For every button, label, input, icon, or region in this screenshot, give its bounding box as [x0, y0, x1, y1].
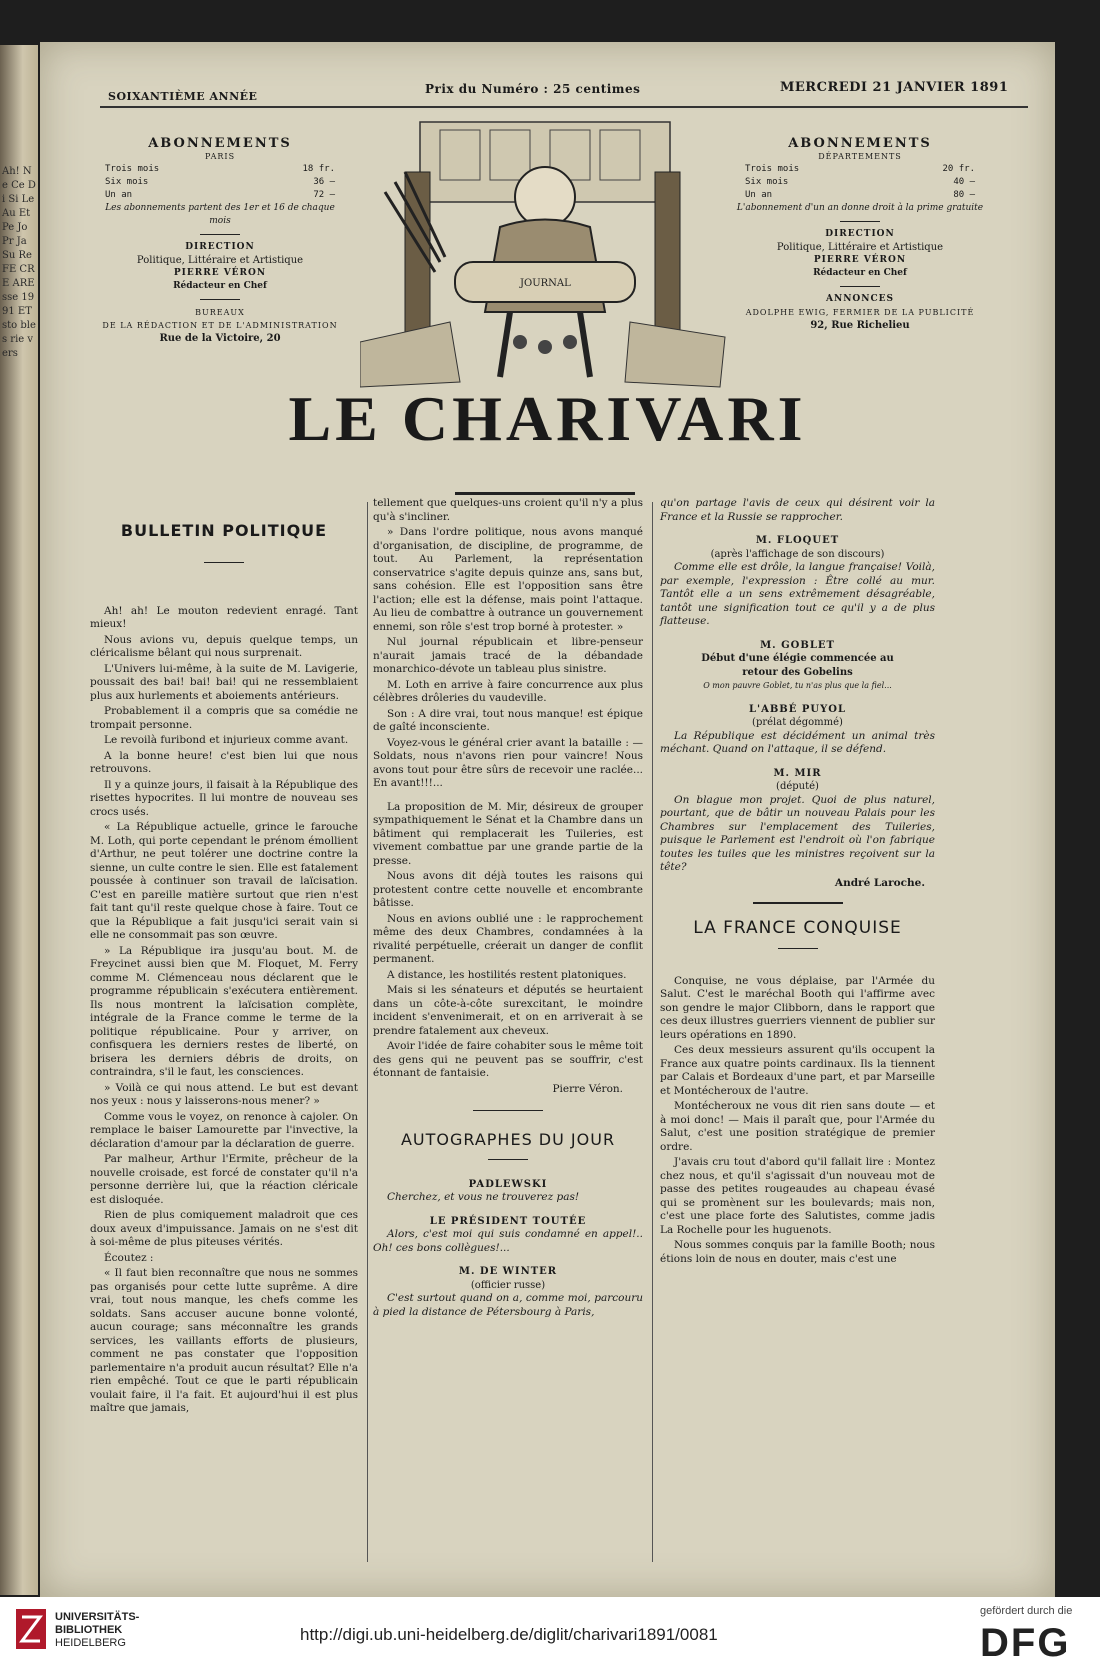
middle-paragraph: Voyez-vous le général crier avant la bataille : — Soldats, nous n'avons rien pour vaincre! Nous avons tout pour être sûrs de recevoir une raclée... En avant!!!...	[373, 736, 643, 789]
viewer-footer	[0, 1597, 1100, 1674]
divider	[204, 562, 244, 563]
price-label: Trois mois	[105, 164, 160, 174]
left-direction-kind: Politique, Littéraire et Artistique	[136, 255, 304, 266]
price-value: 36 —	[313, 177, 335, 187]
divider	[200, 234, 240, 235]
autograph-quote: On blague mon projet. Quoi de plus naturel, pourtant, que de bâtir un nouveau Palais pour les Chambres sur l'emplacement des Tuileries, puisque le Parlement est l'endroit où l'on fabrique toutes les tuiles que les ministres reçoivent sur la tête?	[660, 793, 935, 873]
autograph-name: M. MIR	[773, 767, 822, 779]
left-box-subtitle: PARIS	[204, 152, 236, 161]
autograph-quote: Comme elle est drôle, la langue française! Voilà, par exemple, l'expression : Être collé au mur. Tantôt elle a un sens extrêmement désagréable, tantôt une signification tout ce qu'il y a de plus flatteuse.	[660, 561, 935, 627]
price-label: Un an	[745, 190, 773, 200]
right-annonces-name: ADOLPHE EWIG, FERMIER DE LA PUBLICITÉ	[745, 308, 975, 317]
autograph-sub: (député)	[776, 781, 819, 792]
right-director: PIERRE VÉRON	[813, 255, 907, 265]
bulletin-paragraph: Rien de plus comiquement maladroit que ces doux aveux d'impuissance. Jamais on ne s'est dit à soi-même de plus piteuses vérités.	[90, 1209, 358, 1248]
left-box-note: Les abonnements partent des 1er et 16 de chaque mois	[105, 203, 335, 226]
right-price-row	[735, 189, 985, 202]
left-director-role: Rédacteur en Chef	[173, 281, 267, 291]
masthead-rule	[100, 106, 1028, 108]
middle-paragraph: » Dans l'ordre politique, nous avons manqué d'organisation, de discipline, de programme, de tout. Au Parlement, la représentation conservatrice s'agite depuis quinze ans, sans but, sans cohésion. Elle est l'opposition sans être l'action; elle est la défense, mais point l'attaque. Au lieu de combattre à outrance un gouvernement ennemi, son rôle s'est trop borné à protester. »	[373, 526, 643, 633]
middle-paragraph: Avoir l'idée de faire cohabiter sous le même toit des gens qui ne peuvent pas se souffrir, c'est étonnant de fantaisie.	[373, 1040, 643, 1079]
bulletin-paragraph: » Voilà ce qui nous attend. Le but est devant nos yeux : nous y laisserons-nous mener? »	[90, 1081, 358, 1107]
divider	[840, 221, 880, 222]
middle-paragraph: Son : A dire vrai, tout nous manque! est épique de gaîté inconsciente.	[373, 707, 643, 733]
autograph-quote: La République est décidément un animal très méchant. Quand on l'attaque, il se défend.	[660, 729, 935, 755]
middle-paragraph: Nous en avions oublié une : le rapprochement même des deux Chambres, condamnées à la rivalité perpétuelle, créerait un danger de conflit permanent.	[373, 912, 643, 965]
bulletin-paragraph: Comme vous le voyez, on renonce à cajoler. On remplace le baiser Lamourette par l'invective, la déclaration d'amour par la déclaration de guerre.	[90, 1110, 358, 1150]
masthead-price: Prix du Numéro : 25 centimes	[425, 82, 641, 96]
bulletin-paragraph: Il y a quinze jours, il faisait à la République des risettes hypocrites. Il lui montre de nouveau ses crocs usés.	[90, 778, 358, 818]
left-address: Rue de la Victoire, 20	[159, 333, 281, 344]
bulletin-paragraph: A la bonne heure! c'est bien lui que nous retrouvons.	[90, 749, 358, 775]
right-box-subtitle: DÉPARTEMENTS	[818, 152, 902, 161]
france-paragraph: J'avais cru tout d'abord qu'il fallait lire : Montez chez nous, et qu'il s'agissait d'un nouveau mot de passe des petites rougeaudes au chapeau évasé qui se promènent sur les boulevards; mais non, c'est une place forte des Salutistes, comme jadis La Rochelle pour les huguenots.	[660, 1156, 935, 1236]
middle-paragraph: Nul journal républicain et libre-penseur n'aurait jamais tracé de la débandade monarchico-dévote un tableau plus sinistre.	[373, 636, 643, 675]
bulletin-paragraph: Probablement il a compris que sa comédie ne trompait personne.	[90, 705, 358, 731]
left-subscription-box	[95, 137, 345, 345]
title-ornament	[455, 492, 635, 495]
middle-paragraph: tellement que quelques-uns croient qu'il n'y a plus qu'à s'incliner.	[373, 497, 643, 523]
price-label: Trois mois	[745, 164, 800, 174]
autograph-name: M. GOBLET	[760, 639, 835, 651]
library-name-line: HEIDELBERG	[55, 1637, 126, 1649]
divider	[488, 1159, 528, 1160]
library-name	[55, 1611, 139, 1650]
right-direction-kind: Politique, Littéraire et Artistique	[776, 242, 944, 253]
price-label: Un an	[105, 190, 133, 200]
middle-paragraph: Nous avons dit déjà toutes les raisons qui protestent contre cette nouvelle et encombrante bâtisse.	[373, 870, 643, 909]
autograph-quote: C'est surtout quand on a, comme moi, parcouru à pied la distance de Pétersbourg à Paris,	[373, 1292, 643, 1318]
divider	[753, 902, 843, 904]
bulletin-paragraph: L'Univers lui-même, à la suite de M. Lavigerie, poussait des bai! bai! bai! qui ne ressemblaient plus aux hurlements et aboiements antérieurs.	[90, 662, 358, 702]
middle-signature: Pierre Véron.	[552, 1082, 623, 1095]
left-price-row	[95, 189, 345, 202]
bulletin-paragraph: Nous avions vu, depuis quelque temps, un cléricalisme bêlant qui nous surprenait.	[90, 633, 358, 659]
price-value: 20 fr.	[942, 164, 975, 174]
left-direction-label: DIRECTION	[185, 242, 255, 252]
middle-paragraph: Mais si les sénateurs et députés se heurtaient dans un côte-à-côte surexcitant, le moindre incident s'envenimerait, et on en arriverait à se prendre fatalement aux cheveux.	[373, 984, 643, 1037]
autograph-name: M. DE WINTER	[458, 1266, 558, 1277]
masthead-date: MERCREDI 21 JANVIER 1891	[780, 80, 1009, 95]
right-signature: André Laroche.	[834, 876, 925, 889]
bulletin-paragraph: « La République actuelle, grince le farouche M. Loth, qui porte cependant le prénom émollient d'Arthur, ne peut tolérer une doctrine contre la sienne, un culte contre le sien. Elle est fatalement poussée à continuer son travail de laïcisation. C'est en pareille matière surtout que rien n'est fait tant qu'il reste quelque chose à faire. Tout ce que la République a fait jusqu'ici serait vain si elle ne consommait pas son œuvre.	[90, 821, 358, 941]
right-annonces-label: ANNONCES	[825, 294, 895, 304]
middle-column	[373, 497, 643, 1321]
bulletin-paragraph: » La République ira jusqu'au bout. M. de Freycinet aussi bien que M. Floquet, M. Ferry comme M. Clémenceau nous déclarent que le programme républicain s'exécutera entièrement. Ils nous montrent la laïcisation complète, intégrale de la France comme le terme de la politique républicaine. Pour y arriver, on confisquera les derniers restes de liberté, on brisera les derniers débris de droits, on contraindra, s'il le faut, les consciences.	[90, 944, 358, 1078]
price-label: Six mois	[105, 177, 149, 187]
bulletin-column	[90, 512, 358, 1418]
autograph-name: M. FLOQUET	[755, 535, 840, 546]
newspaper-title: LE CHARIVARI	[288, 383, 807, 454]
illustration-label: JOURNAL	[520, 278, 571, 289]
sponsor-label: gefördert durch die	[980, 1605, 1073, 1617]
divider	[473, 1110, 543, 1111]
right-column	[660, 497, 935, 1268]
left-bureaux-label: BUREAUX	[195, 308, 245, 317]
column-rule	[367, 502, 368, 1562]
left-bureaux-kind: DE LA RÉDACTION ET DE L'ADMINISTRATION	[102, 321, 338, 330]
column-rule	[652, 502, 653, 1562]
left-director: PIERRE VÉRON	[173, 268, 267, 278]
right-director-role: Rédacteur en Chef	[813, 268, 907, 278]
price-value: 40 —	[953, 177, 975, 187]
right-box-title: ABONNEMENTS	[788, 136, 932, 151]
price-value: 72 —	[313, 190, 335, 200]
france-paragraph: Ces deux messieurs assurent qu'ils occupent la France aux quatre points cardinaux. Ils la tiennent par Calais et Bordeaux d'une part, et par Marseille et Montécheroux de l'autre.	[660, 1044, 935, 1097]
left-price-row	[95, 176, 345, 189]
left-price-row	[95, 163, 345, 176]
bulletin-paragraph: Le revoilà furibond et injurieux comme avant.	[104, 734, 349, 746]
autograph-sub: Début d'une élégie commencée au retour des Gobelins	[701, 653, 894, 678]
divider	[840, 286, 880, 287]
dfg-logo: DFG	[980, 1621, 1071, 1665]
divider	[200, 299, 240, 300]
university-logo-icon	[14, 1607, 48, 1651]
france-heading: LA FRANCE CONQUISE	[693, 918, 902, 938]
bulletin-paragraph: « Il faut bien reconnaître que nous ne sommes pas organisés pour cette lutte suprême. A dire vrai, tout nous manque, les chefs comme les soldats. Sans accuser aucune bonne volonté, aucun courage; sans méconnaître les grands services, les vaillants efforts de plusieurs, comment ne pas constater que l'opposition parlementaire n'a produit aucun résultat? Elle n'a rien empêché. Tout ce que le parti républicain voulait faire, il l'a fait. Et aujourd'hui il est plus maître que jamais,	[90, 1267, 358, 1414]
france-paragraph: Conquise, ne vous déplaise, par l'Armée du Salut. C'est le maréchal Booth qui l'affirme avec son gendre le major Clibborn, dans le rapport que ces deux illustres guerriers viennent de publier sur leurs opérations en 1890.	[660, 974, 935, 1041]
bulletin-paragraph: Ah! ah! Le mouton redevient enragé. Tant mieux!	[90, 604, 358, 630]
autograph-sub: (officier russe)	[470, 1279, 546, 1291]
middle-paragraph: M. Loth en arrive à faire concurrence aux plus célèbres drôleries du vaudeville.	[373, 678, 643, 704]
price-value: 80 —	[953, 190, 975, 200]
price-label: Six mois	[745, 177, 789, 187]
autograph-sub: (après l'affichage de son discours)	[710, 548, 885, 560]
caricature-illustration	[360, 112, 730, 392]
autograph-name: LE PRÉSIDENT TOUTÉE	[429, 1215, 587, 1227]
left-box-title: ABONNEMENTS	[148, 136, 292, 151]
middle-paragraph: A distance, les hostilités restent platoniques.	[387, 968, 627, 981]
autograph-name: PADLEWSKI	[468, 1178, 548, 1190]
autograph-quote: Alors, c'est moi qui suis condamné en appel!.. Oh! ces bons collègues!...	[373, 1228, 643, 1254]
spine-text: Ah! Ne Ce Di Si Le Au Et Pe Jo Pr Ja Su Re FE CRE ARE sse 1991 ET sto bles rie vers	[2, 166, 36, 359]
right-address: 92, Rue Richelieu	[810, 320, 910, 331]
bulletin-paragraph: Par malheur, Arthur l'Ermite, prêcheur de la nouvelle croisade, est forcé de constater qu'il n'a personne derrière lui, que la réaction cléricale est disloquée.	[90, 1153, 358, 1206]
newspaper-page	[40, 42, 1055, 1597]
autographes-heading: AUTOGRAPHES DU JOUR	[400, 1130, 616, 1149]
autograph-sub: (prélat dégommé)	[752, 717, 843, 728]
right-subscription-box	[735, 137, 985, 332]
right-price-row	[735, 163, 985, 176]
adjacent-page-spine	[0, 45, 38, 1595]
bulletin-paragraph: Écoutez :	[104, 1251, 154, 1264]
right-intro: qu'on partage l'avis de ceux qui désirent voir la France et la Russie se rapprocher.	[660, 497, 935, 523]
right-box-note: L'abonnement d'un an donne droit à la prime gratuite	[736, 203, 984, 213]
middle-paragraph: La proposition de M. Mir, désireux de grouper sympathiquement le Sénat et la Chambre dans un bâtiment qui remplacerait les Tuileries, est vivement combattue par une grande partie de la presse.	[373, 800, 643, 867]
permalink-link[interactable]: http://digi.ub.uni-heidelberg.de/diglit/charivari1891/0081	[300, 1625, 718, 1644]
masthead-year: SOIXANTIÈME ANNÉE	[108, 90, 258, 103]
autograph-quote: Cherchez, et vous ne trouverez pas!	[387, 1191, 580, 1203]
bulletin-heading: BULLETIN POLITIQUE	[120, 521, 328, 540]
masthead-illustration	[360, 112, 730, 392]
price-value: 18 fr.	[302, 164, 335, 174]
right-price-row	[735, 176, 985, 189]
autograph-name: L'ABBÉ PUYOL	[749, 703, 846, 715]
france-paragraph: Montécheroux ne vous dit rien sans doute — et à moi donc! — Mais il paraît que, pour l'Armée du Salut, c'est une position stratégique de premier ordre.	[660, 1100, 935, 1153]
france-paragraph: Nous sommes conquis par la famille Booth; nous étions loin de nous en douter, mais c'est une	[660, 1239, 935, 1265]
autograph-quote: O mon pauvre Goblet, tu n'as plus que la fiel...	[703, 681, 892, 690]
divider	[778, 948, 818, 949]
right-direction-label: DIRECTION	[825, 229, 895, 239]
library-name-line: UNIVERSITÄTS-	[55, 1611, 140, 1623]
library-name-line: BIBLIOTHEK	[55, 1624, 123, 1636]
